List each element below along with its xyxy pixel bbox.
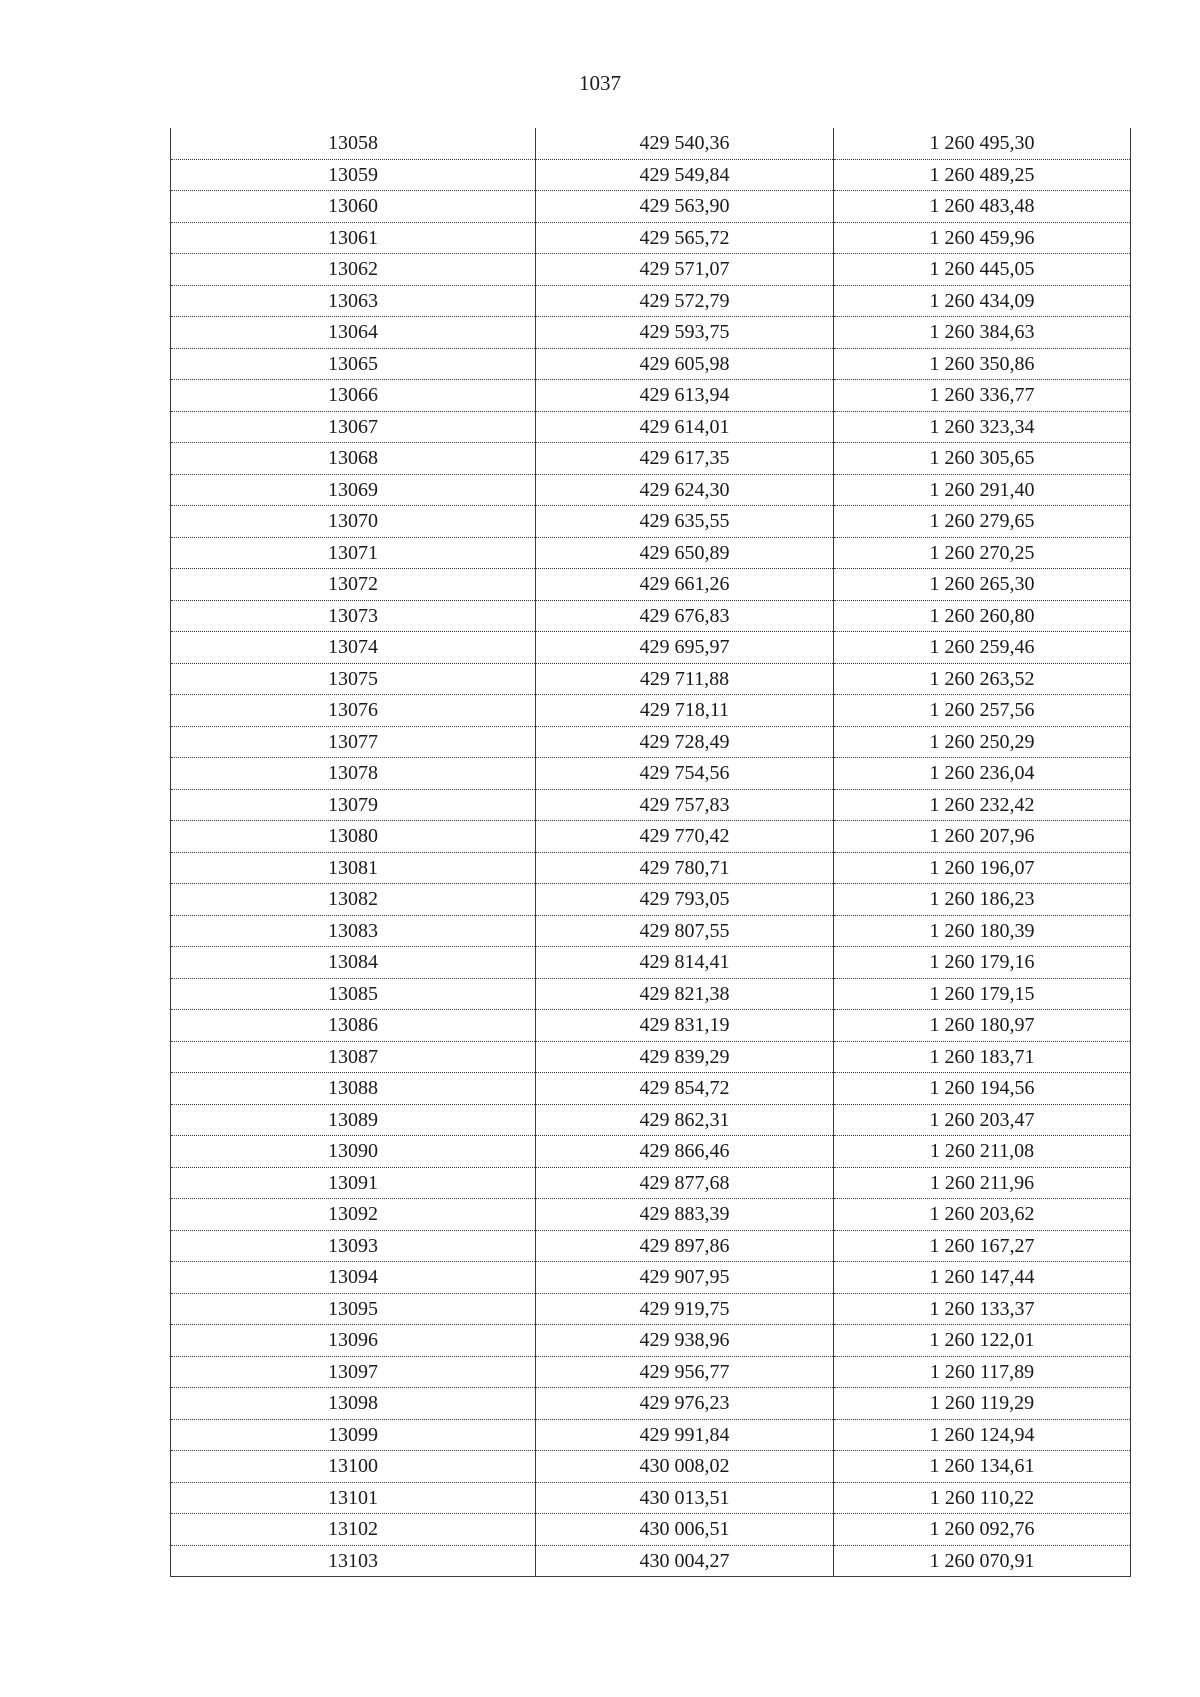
x-coordinate-cell: 429 807,55	[536, 915, 834, 947]
y-coordinate-cell: 1 260 119,29	[834, 1388, 1131, 1420]
point-number-cell: 13103	[171, 1545, 536, 1577]
point-number-cell: 13097	[171, 1356, 536, 1388]
table-row	[171, 159, 1131, 191]
y-coordinate-cell: 1 260 194,56	[834, 1073, 1131, 1105]
x-coordinate-cell: 429 938,96	[536, 1325, 834, 1357]
point-number-cell: 13087	[171, 1041, 536, 1073]
y-coordinate-cell: 1 260 336,77	[834, 380, 1131, 412]
table-row	[171, 632, 1131, 664]
y-coordinate-cell: 1 260 070,91	[834, 1545, 1131, 1577]
point-number-cell: 13098	[171, 1388, 536, 1420]
point-number-cell: 13079	[171, 789, 536, 821]
y-coordinate-cell: 1 260 211,08	[834, 1136, 1131, 1168]
x-coordinate-cell: 430 008,02	[536, 1451, 834, 1483]
x-coordinate-cell: 429 650,89	[536, 537, 834, 569]
y-coordinate-cell: 1 260 180,97	[834, 1010, 1131, 1042]
point-number-cell: 13071	[171, 537, 536, 569]
table-row	[171, 947, 1131, 979]
table-row	[171, 569, 1131, 601]
table-row	[171, 506, 1131, 538]
table-row	[171, 1356, 1131, 1388]
point-number-cell: 13083	[171, 915, 536, 947]
x-coordinate-cell: 429 883,39	[536, 1199, 834, 1231]
x-coordinate-cell: 429 661,26	[536, 569, 834, 601]
x-coordinate-cell: 429 897,86	[536, 1230, 834, 1262]
point-number-cell: 13099	[171, 1419, 536, 1451]
y-coordinate-cell: 1 260 092,76	[834, 1514, 1131, 1546]
table-row	[171, 317, 1131, 349]
point-number-cell: 13067	[171, 411, 536, 443]
table-row	[171, 1010, 1131, 1042]
x-coordinate-cell: 429 549,84	[536, 159, 834, 191]
point-number-cell: 13101	[171, 1482, 536, 1514]
y-coordinate-cell: 1 260 263,52	[834, 663, 1131, 695]
x-coordinate-cell: 429 617,35	[536, 443, 834, 475]
point-number-cell: 13078	[171, 758, 536, 790]
table-row	[171, 789, 1131, 821]
x-coordinate-cell: 429 991,84	[536, 1419, 834, 1451]
x-coordinate-cell: 429 754,56	[536, 758, 834, 790]
point-number-cell: 13100	[171, 1451, 536, 1483]
point-number-cell: 13072	[171, 569, 536, 601]
y-coordinate-cell: 1 260 179,16	[834, 947, 1131, 979]
x-coordinate-cell: 429 695,97	[536, 632, 834, 664]
table-row	[171, 1451, 1131, 1483]
table-row	[171, 915, 1131, 947]
y-coordinate-cell: 1 260 232,42	[834, 789, 1131, 821]
x-coordinate-cell: 429 907,95	[536, 1262, 834, 1294]
x-coordinate-cell: 429 780,71	[536, 852, 834, 884]
point-number-cell: 13088	[171, 1073, 536, 1105]
y-coordinate-cell: 1 260 179,15	[834, 978, 1131, 1010]
point-number-cell: 13062	[171, 254, 536, 286]
y-coordinate-cell: 1 260 203,47	[834, 1104, 1131, 1136]
point-number-cell: 13064	[171, 317, 536, 349]
y-coordinate-cell: 1 260 350,86	[834, 348, 1131, 380]
point-number-cell: 13069	[171, 474, 536, 506]
point-number-cell: 13075	[171, 663, 536, 695]
x-coordinate-cell: 429 571,07	[536, 254, 834, 286]
table-row	[171, 1262, 1131, 1294]
x-coordinate-cell: 429 605,98	[536, 348, 834, 380]
table-row	[171, 726, 1131, 758]
point-number-cell: 13092	[171, 1199, 536, 1231]
page-number: 1037	[579, 71, 621, 95]
y-coordinate-cell: 1 260 259,46	[834, 632, 1131, 664]
table-row	[171, 1136, 1131, 1168]
table-row	[171, 1293, 1131, 1325]
table-row	[171, 285, 1131, 317]
point-number-cell: 13058	[171, 128, 536, 159]
y-coordinate-cell: 1 260 236,04	[834, 758, 1131, 790]
table-row	[171, 1104, 1131, 1136]
point-number-cell: 13077	[171, 726, 536, 758]
point-number-cell: 13082	[171, 884, 536, 916]
point-number-cell: 13085	[171, 978, 536, 1010]
table-row	[171, 1199, 1131, 1231]
table-row	[171, 1388, 1131, 1420]
coordinates-table	[170, 128, 1131, 1577]
x-coordinate-cell: 429 814,41	[536, 947, 834, 979]
point-number-cell: 13065	[171, 348, 536, 380]
y-coordinate-cell: 1 260 133,37	[834, 1293, 1131, 1325]
x-coordinate-cell: 430 013,51	[536, 1482, 834, 1514]
table-row	[171, 128, 1131, 159]
point-number-cell: 13084	[171, 947, 536, 979]
y-coordinate-cell: 1 260 305,65	[834, 443, 1131, 475]
point-number-cell: 13089	[171, 1104, 536, 1136]
y-coordinate-cell: 1 260 250,29	[834, 726, 1131, 758]
x-coordinate-cell: 429 718,11	[536, 695, 834, 727]
table-row	[171, 537, 1131, 569]
point-number-cell: 13090	[171, 1136, 536, 1168]
x-coordinate-cell: 429 635,55	[536, 506, 834, 538]
x-coordinate-cell: 429 540,36	[536, 128, 834, 159]
x-coordinate-cell: 429 793,05	[536, 884, 834, 916]
y-coordinate-cell: 1 260 211,96	[834, 1167, 1131, 1199]
table-row	[171, 1167, 1131, 1199]
point-number-cell: 13066	[171, 380, 536, 412]
x-coordinate-cell: 429 854,72	[536, 1073, 834, 1105]
x-coordinate-cell: 429 877,68	[536, 1167, 834, 1199]
y-coordinate-cell: 1 260 124,94	[834, 1419, 1131, 1451]
x-coordinate-cell: 429 866,46	[536, 1136, 834, 1168]
point-number-cell: 13073	[171, 600, 536, 632]
point-number-cell: 13102	[171, 1514, 536, 1546]
table-row	[171, 191, 1131, 223]
y-coordinate-cell: 1 260 489,25	[834, 159, 1131, 191]
table-row	[171, 821, 1131, 853]
x-coordinate-cell: 429 593,75	[536, 317, 834, 349]
x-coordinate-cell: 429 976,23	[536, 1388, 834, 1420]
x-coordinate-cell: 429 711,88	[536, 663, 834, 695]
y-coordinate-cell: 1 260 279,65	[834, 506, 1131, 538]
x-coordinate-cell: 429 728,49	[536, 726, 834, 758]
x-coordinate-cell: 429 956,77	[536, 1356, 834, 1388]
y-coordinate-cell: 1 260 459,96	[834, 222, 1131, 254]
table-row	[171, 663, 1131, 695]
y-coordinate-cell: 1 260 495,30	[834, 128, 1131, 159]
coordinates-table-body	[171, 128, 1131, 1577]
x-coordinate-cell: 429 676,83	[536, 600, 834, 632]
table-row	[171, 1419, 1131, 1451]
y-coordinate-cell: 1 260 257,56	[834, 695, 1131, 727]
x-coordinate-cell: 429 839,29	[536, 1041, 834, 1073]
table-row	[171, 852, 1131, 884]
point-number-cell: 13094	[171, 1262, 536, 1294]
table-row	[171, 1514, 1131, 1546]
x-coordinate-cell: 430 004,27	[536, 1545, 834, 1577]
x-coordinate-cell: 429 565,72	[536, 222, 834, 254]
y-coordinate-cell: 1 260 196,07	[834, 852, 1131, 884]
table-row	[171, 348, 1131, 380]
y-coordinate-cell: 1 260 260,80	[834, 600, 1131, 632]
table-row	[171, 1073, 1131, 1105]
table-row	[171, 758, 1131, 790]
y-coordinate-cell: 1 260 183,71	[834, 1041, 1131, 1073]
y-coordinate-cell: 1 260 270,25	[834, 537, 1131, 569]
table-row	[171, 222, 1131, 254]
y-coordinate-cell: 1 260 265,30	[834, 569, 1131, 601]
y-coordinate-cell: 1 260 483,48	[834, 191, 1131, 223]
table-row	[171, 474, 1131, 506]
y-coordinate-cell: 1 260 207,96	[834, 821, 1131, 853]
point-number-cell: 13095	[171, 1293, 536, 1325]
y-coordinate-cell: 1 260 180,39	[834, 915, 1131, 947]
table-row	[171, 411, 1131, 443]
x-coordinate-cell: 429 919,75	[536, 1293, 834, 1325]
x-coordinate-cell: 429 770,42	[536, 821, 834, 853]
point-number-cell: 13080	[171, 821, 536, 853]
x-coordinate-cell: 429 862,31	[536, 1104, 834, 1136]
y-coordinate-cell: 1 260 445,05	[834, 254, 1131, 286]
point-number-cell: 13086	[171, 1010, 536, 1042]
x-coordinate-cell: 429 624,30	[536, 474, 834, 506]
y-coordinate-cell: 1 260 147,44	[834, 1262, 1131, 1294]
table-row	[171, 254, 1131, 286]
y-coordinate-cell: 1 260 323,34	[834, 411, 1131, 443]
point-number-cell: 13093	[171, 1230, 536, 1262]
table-row	[171, 1041, 1131, 1073]
x-coordinate-cell: 429 821,38	[536, 978, 834, 1010]
x-coordinate-cell: 429 613,94	[536, 380, 834, 412]
point-number-cell: 13070	[171, 506, 536, 538]
table-row	[171, 600, 1131, 632]
table-row	[171, 380, 1131, 412]
table-row	[171, 695, 1131, 727]
x-coordinate-cell: 429 831,19	[536, 1010, 834, 1042]
point-number-cell: 13060	[171, 191, 536, 223]
y-coordinate-cell: 1 260 186,23	[834, 884, 1131, 916]
y-coordinate-cell: 1 260 384,63	[834, 317, 1131, 349]
y-coordinate-cell: 1 260 434,09	[834, 285, 1131, 317]
point-number-cell: 13061	[171, 222, 536, 254]
x-coordinate-cell: 429 757,83	[536, 789, 834, 821]
y-coordinate-cell: 1 260 122,01	[834, 1325, 1131, 1357]
point-number-cell: 13059	[171, 159, 536, 191]
y-coordinate-cell: 1 260 117,89	[834, 1356, 1131, 1388]
table-row	[171, 1325, 1131, 1357]
table-row	[171, 978, 1131, 1010]
y-coordinate-cell: 1 260 291,40	[834, 474, 1131, 506]
y-coordinate-cell: 1 260 134,61	[834, 1451, 1131, 1483]
table-row	[171, 1545, 1131, 1577]
point-number-cell: 13068	[171, 443, 536, 475]
point-number-cell: 13063	[171, 285, 536, 317]
point-number-cell: 13076	[171, 695, 536, 727]
x-coordinate-cell: 429 563,90	[536, 191, 834, 223]
y-coordinate-cell: 1 260 110,22	[834, 1482, 1131, 1514]
x-coordinate-cell: 430 006,51	[536, 1514, 834, 1546]
x-coordinate-cell: 429 572,79	[536, 285, 834, 317]
x-coordinate-cell: 429 614,01	[536, 411, 834, 443]
y-coordinate-cell: 1 260 167,27	[834, 1230, 1131, 1262]
table-row	[171, 1230, 1131, 1262]
table-row	[171, 1482, 1131, 1514]
table-row	[171, 884, 1131, 916]
table-row	[171, 443, 1131, 475]
point-number-cell: 13096	[171, 1325, 536, 1357]
y-coordinate-cell: 1 260 203,62	[834, 1199, 1131, 1231]
point-number-cell: 13091	[171, 1167, 536, 1199]
point-number-cell: 13081	[171, 852, 536, 884]
point-number-cell: 13074	[171, 632, 536, 664]
